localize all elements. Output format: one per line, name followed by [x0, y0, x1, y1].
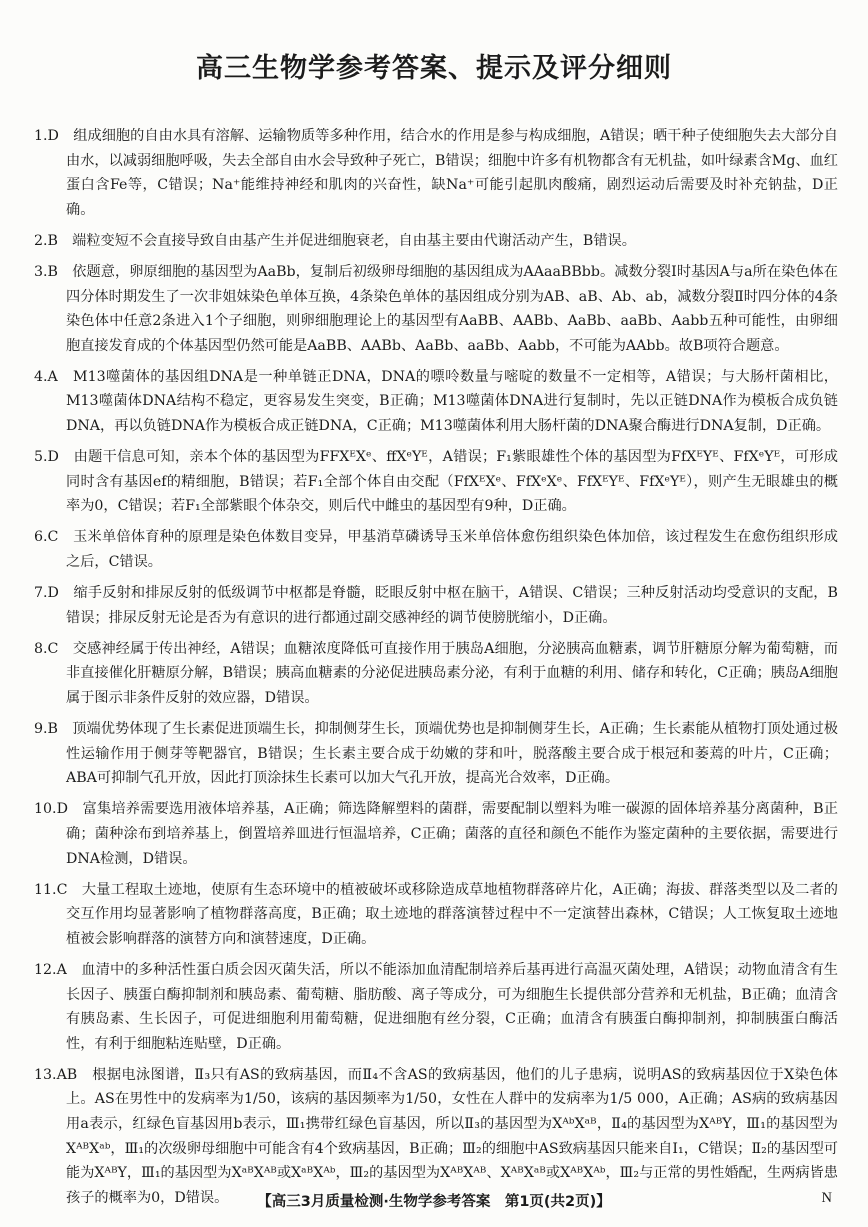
answer-explanation: 富集培养需要选用液体培养基，A正确；筛选降解塑料的菌群，需要配制以塑料为唯一碳源的固体培养基分离菌种，B正确；菌种涂布到培养基上，倒置培养皿进行恒温培养，C正确；菌落的直径和颜色不能作为鉴定菌种的主要依据，需要进行DNA检测，D错误。 — [66, 801, 838, 867]
answer-number: 12.A — [34, 961, 67, 978]
answer-item — [34, 717, 838, 791]
answer-explanation: 顶端优势体现了生长素促进顶端生长，抑制侧芽生长，顶端优势也是抑制侧芽生长，A正确；生长素能从植物打顶处通过极性运输作用于侧芽等靶器官，B错误；生长素主要合成于幼嫩的芽和叶，脱落酸主要合成于根冠和萎蔫的叶片，C正确；ABA可抑制气孔开放，因此打顶涂抹生长素可以加大气孔开放，提高光合效率，D正确。 — [66, 721, 838, 787]
answer-number: 5.D — [34, 449, 59, 466]
answer-number: 11.C — [34, 881, 68, 898]
answer-explanation: M13噬菌体的基因组DNA是一种单链正DNA，DNA的嘌呤数量与嘧啶的数量不一定相等，A错误；与大肠杆菌相比，M13噬菌体DNA结构不稳定，更容易发生突变，B正确；M13噬菌体DNA进行复制时，先以正链DNA作为模板合成负链DNA，再以负链DNA作为模板合成正链DNA，C正确；M13噬菌体利用大肠杆菌的DNA聚合酶进行DNA复制，D正确。 — [66, 368, 838, 435]
answer-number: 10.D — [34, 801, 68, 818]
answer-item — [34, 525, 838, 574]
answer-explanation: 玉米单倍体育种的原理是染色体数目变异，甲基消草磷诱导玉米单倍体愈伤组织染色体加倍，该过程发生在愈伤组织形成之后，C错误。 — [66, 529, 838, 570]
answer-list — [34, 124, 838, 1217]
answer-item — [34, 958, 838, 1056]
answer-explanation: 端粒变短不会直接导致自由基产生并促进细胞衰老，自由基主要由代谢活动产生，B错误。 — [72, 232, 636, 249]
answer-item — [34, 1063, 838, 1211]
answer-item — [34, 124, 838, 222]
answer-item — [34, 878, 838, 952]
page-footer: 【高三3月质量检测·生物学参考答案 第1页(共2页)】 — [257, 1194, 611, 1210]
corner-mark: N — [821, 1190, 832, 1206]
answer-number: 2.B — [34, 232, 58, 249]
answer-number: 7.D — [34, 585, 59, 602]
answer-number: 8.C — [34, 640, 59, 657]
answer-number: 13.AB — [34, 1066, 78, 1083]
answer-explanation: 由题干信息可知，亲本个体的基因型为FFXᴱXᵉ、ffXᵉYᴱ，A错误；F₁紫眼雄性个体的基因型为FfXᴱYᴱ、FfXᵉYᴱ，可形成同时含有基因ef的精细胞，B错误；若F₁全部个体自由交配（FfXᴱXᵉ、FfXᵉXᵉ、FfXᴱYᴱ、FfXᵉYᴱ），则产生无眼雄虫的概率为0，C错误；若F₁全部紫眼个体杂交，则后代中雌虫的基因型有9种，D正确。 — [66, 449, 838, 515]
page-title: 高三生物学参考答案、提示及评分细则 — [196, 53, 672, 84]
answer-explanation: 血清中的多种活性蛋白质会因灭菌失活，所以不能添加血清配制培养后基再进行高温灭菌处理，A错误；动物血清含有生长因子、胰蛋白酶抑制剂和胰岛素、葡萄糖、脂肪酸、离子等成分，可为细胞生长提供部分营养和无机盐，B正确；血清含有胰岛素、生长因子，可促进细胞利用葡萄糖，促进细胞有丝分裂，C正确；血清含有胰蛋白酶抑制剂，抑制胰蛋白酶活性，有利于细胞粘连贴壁，D正确。 — [66, 961, 838, 1052]
answer-explanation: 交感神经属于传出神经，A错误；血糖浓度降低可直接作用于胰岛A细胞，分泌胰高血糖素，调节肝糖原分解为葡萄糖，而非直接催化肝糖原分解，B错误；胰高血糖素的分泌促进胰岛素分泌，有利于血糖的利用、储存和转化，C正确；胰岛A细胞属于图示非条件反射的效应器，D错误。 — [66, 640, 838, 706]
answer-number: 9.B — [34, 721, 58, 738]
answer-item — [34, 581, 838, 630]
answer-item — [34, 445, 838, 519]
answer-item — [34, 260, 838, 358]
answer-item — [34, 365, 838, 439]
answer-number: 3.B — [34, 263, 58, 280]
answer-number: 1.D — [34, 128, 59, 144]
answer-item — [34, 797, 838, 871]
answer-explanation: 大量工程取土迹地，使原有生态环境中的植被破坏或移除造成草地植物群落碎片化，A正确；海拔、群落类型以及二者的交互作用均显著影响了植物群落高度，B正确；取土迹地的群落演替过程中不一定演替出森林，C错误；人工恢复取土迹地植被会影响群落的演替方向和演替速度，D正确。 — [66, 881, 838, 947]
answer-item — [34, 637, 838, 711]
answer-explanation: 根据电泳图谱，Ⅱ₃只有AS的致病基因，而Ⅱ₄不含AS的致病基因，他们的儿子患病，说明AS的致病基因位于X染色体上。AS在男性中的发病率为1/50，该病的基因频率为1/50，女性在人群中的发病率为1/5 000，A正确；AS病的致病基因用a表示，红绿色盲基因用b表示，Ⅲ₁携带红绿色盲基因，所以Ⅱ₃的基因型为XᴬᵇXᵃᴮ，Ⅱ₄的基因型为XᴬᴮY，Ⅲ₁的基因型为XᴬᴮXᵃᵇ，Ⅲ₁的次级卵母细胞中可能含有4个致病基因，B正确；Ⅲ₂的细胞中AS致病基因只能来自Ⅰ₁，C错误；Ⅱ₂的基因型可能为XᴬᴮY，Ⅲ₁的基因型为XᵃᴮXᴬᴮ或XᵃᴮXᴬᵇ，Ⅲ₂的基因型为XᴬᴮXᴬᴮ、XᴬᴮXᵃᴮ或XᴬᴮXᴬᵇ，Ⅲ₂与正常的男性婚配，生两病皆患孩子的概率为0，D错误。 — [66, 1066, 838, 1206]
answer-explanation: 缩手反射和排尿反射的低级调节中枢都是脊髓，眨眼反射中枢在脑干，A错误、C错误；三种反射活动均受意识的支配，B错误；排尿反射无论是否为有意识的进行都通过副交感神经的调节使膀胱缩小，D正确。 — [66, 585, 838, 626]
answer-number: 6.C — [34, 529, 59, 546]
answer-item — [34, 229, 838, 254]
answer-number: 4.A — [34, 368, 58, 385]
answer-explanation: 依题意，卵原细胞的基因型为AaBb，复制后初级卵母细胞的基因组成为AAaaBBbb。减数分裂Ⅰ时基因A与a所在染色体在四分体时期发生了一次非姐妹染色单体互换，4条染色单体的基因组成分别为AB、aB、Ab、ab，减数分裂Ⅱ时四分体的4条染色体中任意2条进入1个子细胞，则卵细胞理论上的基因型有AaBB、AABb、AaBb、aaBb、Aabb五种可能性，由卵细胞直接发育成的个体基因型仍然可能是AaBB、AABb、AaBb、aaBb、Aabb，不可能为AAbb。故B项符合题意。 — [66, 263, 838, 354]
answer-explanation: 组成细胞的自由水具有溶解、运输物质等多种作用，结合水的作用是参与构成细胞，A错误；晒干种子使细胞失去大部分自由水，以减弱细胞呼吸，失去全部自由水会导致种子死亡，B错误；细胞中许多有机物都含有无机盐，如叶绿素含Mg、血红蛋白含Fe等，C错误；Na⁺能维持神经和肌肉的兴奋性，缺Na⁺可能引起肌肉酸痛，剧烈运动后需要及时补充钠盐，D正确。 — [66, 128, 838, 218]
